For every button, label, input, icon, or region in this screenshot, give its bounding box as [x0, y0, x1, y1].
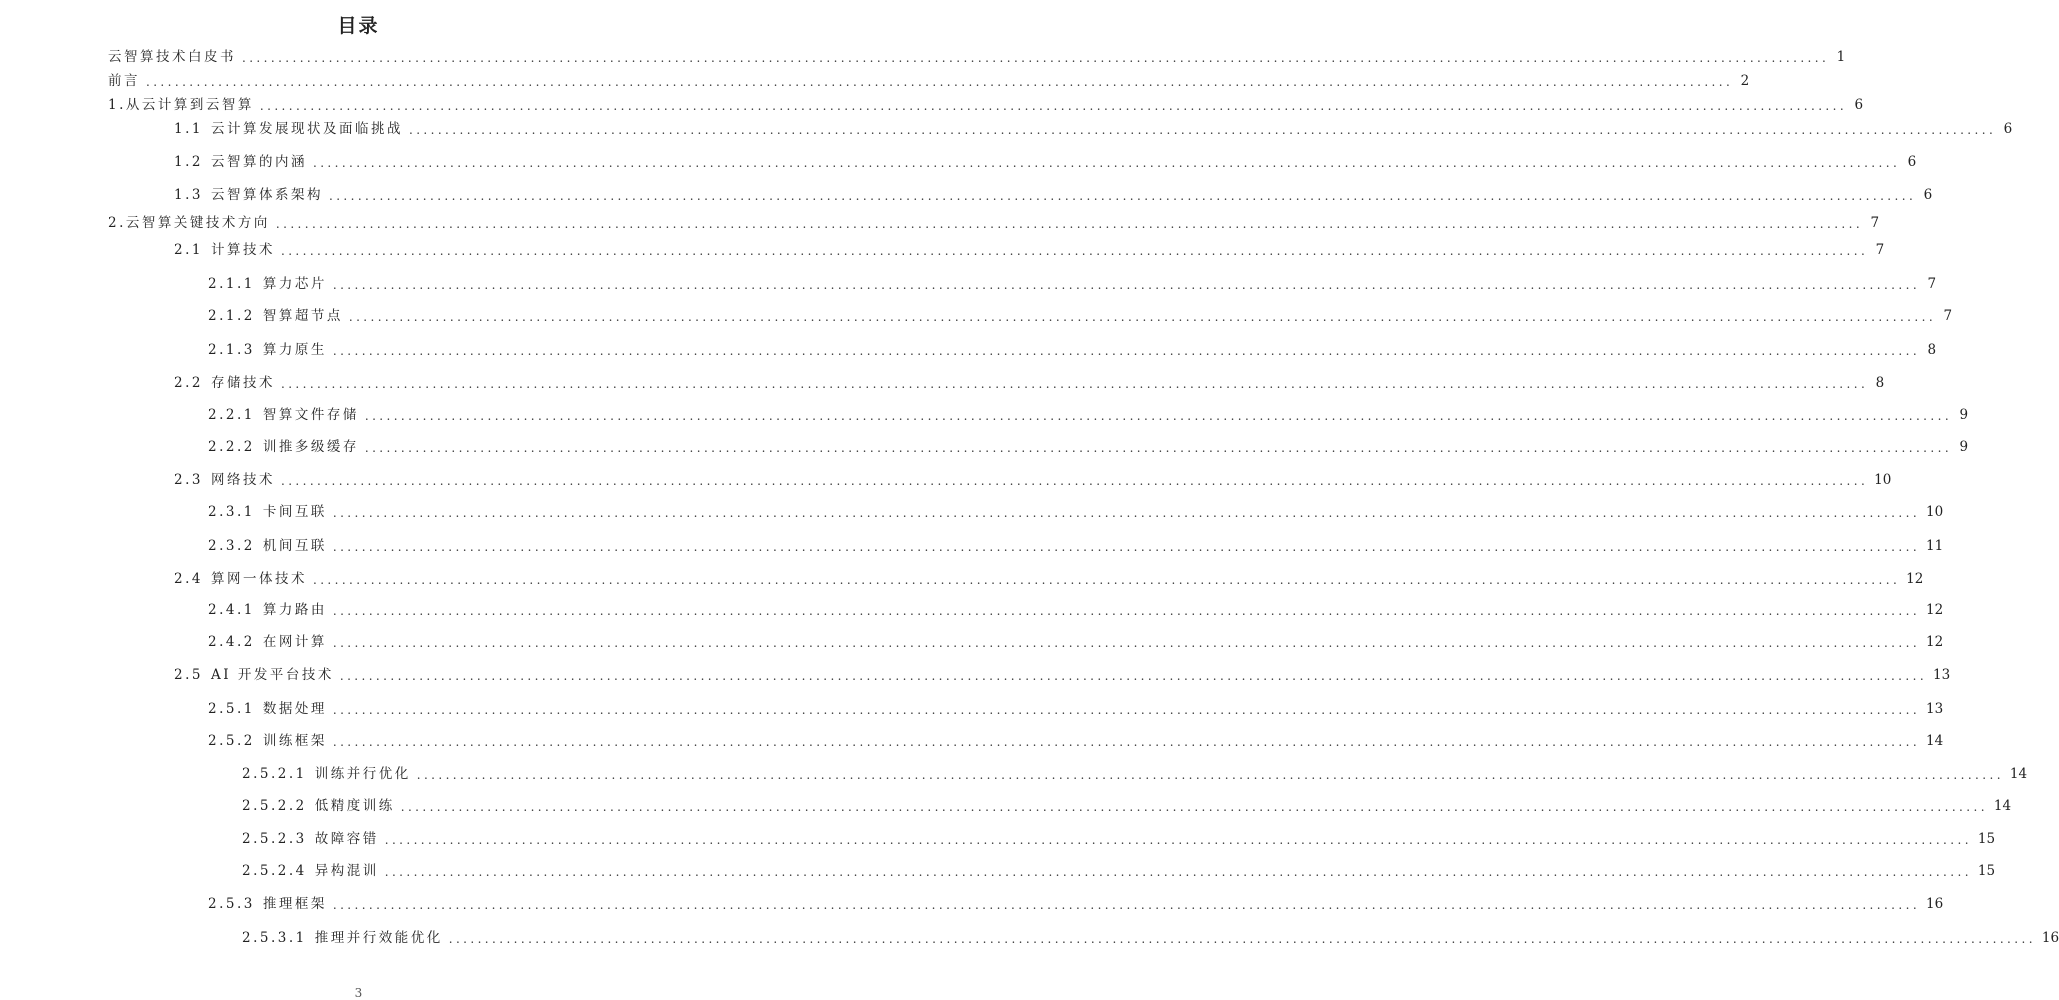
toc-entry-title: 异构混训 [314, 863, 379, 879]
toc-entry-title: 智算文件存储 [262, 407, 359, 423]
toc-entry-title: 算力路由 [262, 602, 327, 618]
toc-entry-page: 10 [1926, 504, 1944, 520]
toc-leader-dots: ............................................................................................................................................................................................................................ [400, 800, 1988, 814]
toc-entry-page: 14 [1926, 733, 1944, 749]
toc-leader-dots: ............................................................................................................................................................................................................................ [348, 310, 1937, 324]
toc-entry-title: 前言 [108, 73, 140, 89]
toc-entry-number: 2.3 [174, 472, 203, 488]
toc-entry-page: 6 [1923, 187, 1933, 203]
toc-entry-page: 12 [1906, 571, 1924, 587]
toc-entry-number: 1.3 [174, 187, 203, 203]
toc-leader-dots: ............................................................................................................................................................................................................................ [332, 506, 1921, 520]
toc-entry-title: 训练框架 [262, 733, 327, 749]
toc-entry-page: 1 [1836, 49, 1846, 65]
toc-entry-page: 6 [1854, 97, 1864, 113]
toc-entry[interactable] [208, 632, 1944, 652]
toc-leader-dots: ............................................................................................................................................................................................................................ [332, 735, 1921, 749]
toc-entry-title: 推理并行效能优化 [314, 930, 443, 946]
toc-entry-number: 2.2.1 [208, 407, 255, 423]
toc-entry-number: 2.5.2.1 [242, 766, 307, 782]
toc-entry-title: 从云计算到云智算 [125, 97, 254, 113]
toc-entry-page: 10 [1874, 472, 1892, 488]
toc-entry[interactable] [208, 699, 1944, 719]
toc-leader-dots: ............................................................................................................................................................................................................................ [384, 833, 1972, 847]
toc-entry[interactable] [174, 665, 1951, 685]
toc-entry-number: 2.1.1 [208, 276, 255, 292]
toc-entry[interactable] [108, 71, 1750, 91]
toc-entry-page: 8 [1875, 375, 1885, 391]
toc-entry-title: 云智算技术白皮书 [108, 49, 236, 65]
toc-entry[interactable] [242, 829, 1996, 849]
toc-leader-dots: ............................................................................................................................................................................................................................ [384, 865, 1972, 879]
toc-entry-title: 在网计算 [262, 634, 327, 650]
toc-entry[interactable] [208, 274, 1937, 294]
toc-entry-number: 2.3.2 [208, 538, 255, 554]
toc-entry-page: 13 [1933, 667, 1951, 683]
toc-entry-number: 2.5.1 [208, 701, 255, 717]
toc-entry[interactable] [174, 569, 1924, 589]
toc-leader-dots: ............................................................................................................................................................................................................................ [280, 377, 1869, 391]
page-title: 目录 [337, 15, 380, 37]
toc-entry-title: 低精度训练 [314, 798, 395, 814]
toc-leader-dots: ............................................................................................................................................................................................................................ [339, 669, 1928, 683]
toc-entry-page: 7 [1943, 308, 1953, 324]
toc-entry-title: 存储技术 [210, 375, 275, 391]
toc-entry[interactable] [208, 502, 1944, 522]
toc-entry-title: 故障容错 [314, 831, 379, 847]
toc-entry-page: 13 [1926, 701, 1944, 717]
toc-entry[interactable] [174, 240, 1885, 260]
toc-entry[interactable] [208, 340, 1937, 360]
toc-entry-number: 2.1 [174, 242, 203, 258]
toc-entry-page: 12 [1926, 634, 1944, 650]
toc-leader-dots: ............................................................................................................................................................................................................................ [408, 123, 1997, 137]
toc-entry[interactable] [208, 536, 1944, 556]
toc-entry[interactable] [208, 306, 1953, 326]
toc-entry-title: 卡间互联 [262, 504, 327, 520]
toc-entry-page: 16 [2041, 930, 2059, 946]
toc-entry[interactable] [242, 861, 1996, 881]
toc-entry-number: 2.4.1 [208, 602, 255, 618]
toc-entry-number: 2.2 [174, 375, 203, 391]
toc-entry[interactable] [208, 731, 1944, 751]
toc-leader-dots: ............................................................................................................................................................................................................................ [259, 99, 1848, 113]
toc-entry-title: 算力原生 [262, 342, 327, 358]
toc-entry-title: 机间互联 [262, 538, 327, 554]
toc-leader-dots: ............................................................................................................................................................................................................................ [275, 217, 1864, 231]
toc-entry-number: 2.3.1 [208, 504, 255, 520]
toc-leader-dots: ............................................................................................................................................................................................................................ [242, 51, 1830, 65]
toc-entry-number: 2.1.2 [208, 308, 255, 324]
toc-entry-number: 1.1 [174, 121, 203, 137]
toc-entry-page: 7 [1870, 215, 1880, 231]
toc-entry-page: 14 [2009, 766, 2028, 782]
toc-leader-dots: ............................................................................................................................................................................................................................ [332, 540, 1921, 554]
toc-entry-title: 云智算的内涵 [210, 154, 307, 170]
toc-entry-page: 7 [1875, 242, 1885, 258]
toc-entry-number: 2.4.2 [208, 634, 255, 650]
toc-entry[interactable] [174, 185, 1933, 205]
toc-entry-page: 11 [1926, 538, 1944, 554]
toc-leader-dots: ............................................................................................................................................................................................................................ [332, 278, 1921, 292]
toc-leader-dots: ............................................................................................................................................................................................................................ [312, 573, 1901, 587]
toc-entry-title: 训练并行优化 [314, 766, 411, 782]
toc-entry[interactable] [108, 213, 1880, 233]
toc-entry-page: 9 [1959, 439, 1969, 455]
toc-leader-dots: ............................................................................................................................................................................................................................ [332, 898, 1921, 912]
toc-entry-number: 1.2 [174, 154, 203, 170]
toc-entry-title: 算网一体技术 [210, 571, 307, 587]
toc-entry-number: 2.5.2.3 [242, 831, 307, 847]
toc-entry-number: 2.1.3 [208, 342, 255, 358]
toc-entry[interactable] [242, 764, 2028, 784]
toc-entry[interactable] [108, 95, 1864, 115]
toc-entry-page: 2 [1740, 73, 1750, 89]
toc-entry-title: 网络技术 [210, 472, 275, 488]
toc-leader-dots: ............................................................................................................................................................................................................................ [146, 75, 1734, 89]
toc-entry[interactable] [208, 437, 1969, 457]
toc-entry[interactable] [208, 405, 1969, 425]
toc-entry-page: 15 [1977, 863, 1996, 879]
toc-entry-page: 16 [1926, 896, 1944, 912]
toc-entry-page: 7 [1927, 276, 1937, 292]
toc-leader-dots: ............................................................................................................................................................................................................................ [332, 604, 1921, 618]
toc-entry-title: 云计算发展现状及面临挑战 [210, 121, 403, 137]
toc-entry-number: 2. [108, 215, 126, 231]
toc-entry[interactable] [208, 600, 1944, 620]
toc-entry[interactable] [108, 47, 1846, 67]
toc-entry-number: 2.4 [174, 571, 203, 587]
toc-leader-dots: ............................................................................................................................................................................................................................ [312, 156, 1901, 170]
toc-leader-dots: ............................................................................................................................................................................................................................ [448, 932, 2036, 946]
toc-entry-title: 计算技术 [210, 242, 275, 258]
toc-entry[interactable] [174, 119, 2013, 139]
toc-entry-title: 云智算关键技术方向 [125, 215, 270, 231]
toc-entry[interactable] [174, 470, 1892, 490]
toc-leader-dots: ............................................................................................................................................................................................................................ [280, 474, 1869, 488]
toc-leader-dots: ............................................................................................................................................................................................................................ [416, 768, 2004, 782]
toc-entry-page: 9 [1959, 407, 1969, 423]
toc-leader-dots: ............................................................................................................................................................................................................................ [332, 344, 1921, 358]
toc-entry-title: 算力芯片 [262, 276, 327, 292]
toc-entry[interactable] [174, 373, 1885, 393]
toc-entry-number: 2.5 [174, 667, 203, 683]
toc-entry[interactable] [174, 152, 1917, 172]
toc-entry-number: 2.5.3.1 [242, 930, 307, 946]
toc-entry-number: 1. [108, 97, 126, 113]
toc-entry-page: 14 [1993, 798, 2012, 814]
toc-entry[interactable] [242, 796, 2012, 816]
toc-leader-dots: ............................................................................................................................................................................................................................ [332, 636, 1921, 650]
toc-entry-page: 6 [1907, 154, 1917, 170]
toc-entry-title: 云智算体系架构 [210, 187, 323, 203]
toc-leader-dots: ............................................................................................................................................................................................................................ [364, 441, 1953, 455]
toc-entry-title: 推理框架 [262, 896, 327, 912]
toc-entry-page: 12 [1926, 602, 1944, 618]
toc-entry-number: 2.5.2.4 [242, 863, 307, 879]
toc-entry-title: 数据处理 [262, 701, 327, 717]
toc-entry-page: 8 [1927, 342, 1937, 358]
toc-entry-number: 2.5.2.2 [242, 798, 307, 814]
toc-entry-title: 智算超节点 [262, 308, 343, 324]
toc-leader-dots: ............................................................................................................................................................................................................................ [332, 703, 1921, 717]
toc-entry-page: 15 [1977, 831, 1996, 847]
page-number: 3 [354, 986, 363, 1000]
toc-entry[interactable] [208, 894, 1944, 914]
toc-entry-title: AI 开发平台技术 [210, 667, 334, 683]
toc-entry-page: 6 [2003, 121, 2013, 137]
toc-leader-dots: ............................................................................................................................................................................................................................ [280, 244, 1869, 258]
toc-entry[interactable] [242, 928, 2059, 948]
toc-entry-number: 2.5.3 [208, 896, 255, 912]
toc-entry-title: 训推多级缓存 [262, 439, 359, 455]
toc-entry-number: 2.5.2 [208, 733, 255, 749]
toc-leader-dots: ............................................................................................................................................................................................................................ [364, 409, 1953, 423]
toc-leader-dots: ............................................................................................................................................................................................................................ [328, 189, 1917, 203]
toc-entry-number: 2.2.2 [208, 439, 255, 455]
